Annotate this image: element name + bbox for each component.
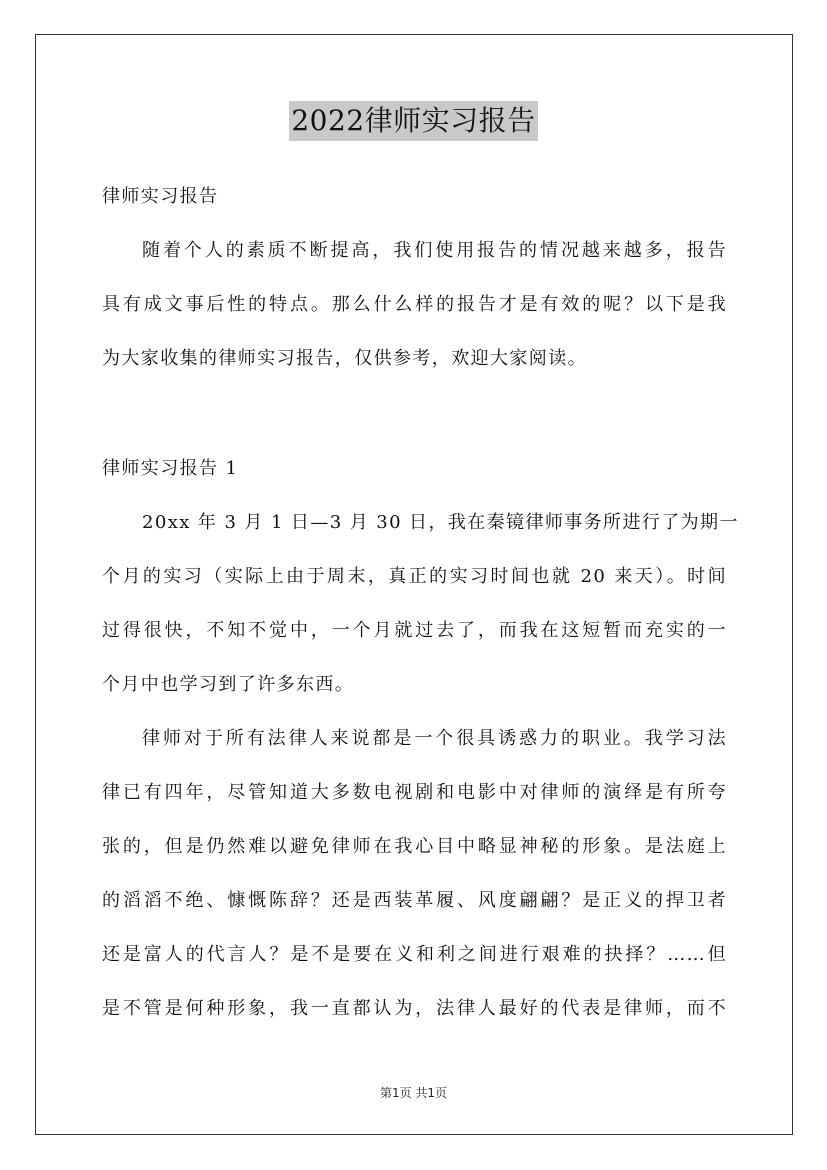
para1-line-2: 个月的实习（实际上由于周末，真正的实习时间也就 20 来天）。时间 [102, 566, 727, 587]
para2-line-2: 律已有四年，尽管知道大多数电视剧和电影中对律师的演绎是有所夸 [102, 782, 727, 803]
para1-line-4: 个月中也学习到了许多东西。 [102, 674, 355, 695]
para2-line-3: 张的，但是仍然难以避免律师在我心目中略显神秘的形象。是法庭上 [102, 836, 727, 857]
para1-line-1: 20xx 年 3 月 1 日—3 月 30 日，我在秦镜律师事务所进行了为期一 [142, 512, 739, 533]
page-number-footer: 第1页 共1页 [379, 1086, 448, 1100]
intro-line-3: 为大家收集的律师实习报告，仅供参考，欢迎大家阅读。 [102, 348, 587, 369]
para2-line-5: 还是富人的代言人？是不是要在义和利之间进行艰难的抉择？……但 [102, 944, 727, 965]
title-wrapper [0, 101, 827, 141]
para2-line-6: 是不管是何种形象，我一直都认为，法律人最好的代表是律师，而不 [102, 998, 727, 1019]
para1-line-3: 过得很快，不知不觉中，一个月就过去了，而我在这短暂而充实的一 [102, 620, 727, 641]
document-title: 2022律师实习报告 [289, 101, 537, 141]
para2-line-1: 律师对于所有法律人来说都是一个很具诱惑力的职业。我学习法 [142, 728, 727, 749]
intro-heading: 律师实习报告 [102, 186, 219, 207]
intro-line-2: 具有成文事后性的特点。那么什么样的报告才是有效的呢？以下是我 [102, 294, 727, 315]
section-1-heading: 律师实习报告 1 [102, 458, 239, 479]
intro-line-1: 随着个人的素质不断提高，我们使用报告的情况越来越多，报告 [142, 240, 727, 261]
para2-line-4: 的滔滔不绝、慷慨陈辞？还是西装革履、风度翩翩？是正义的捍卫者 [102, 890, 727, 911]
